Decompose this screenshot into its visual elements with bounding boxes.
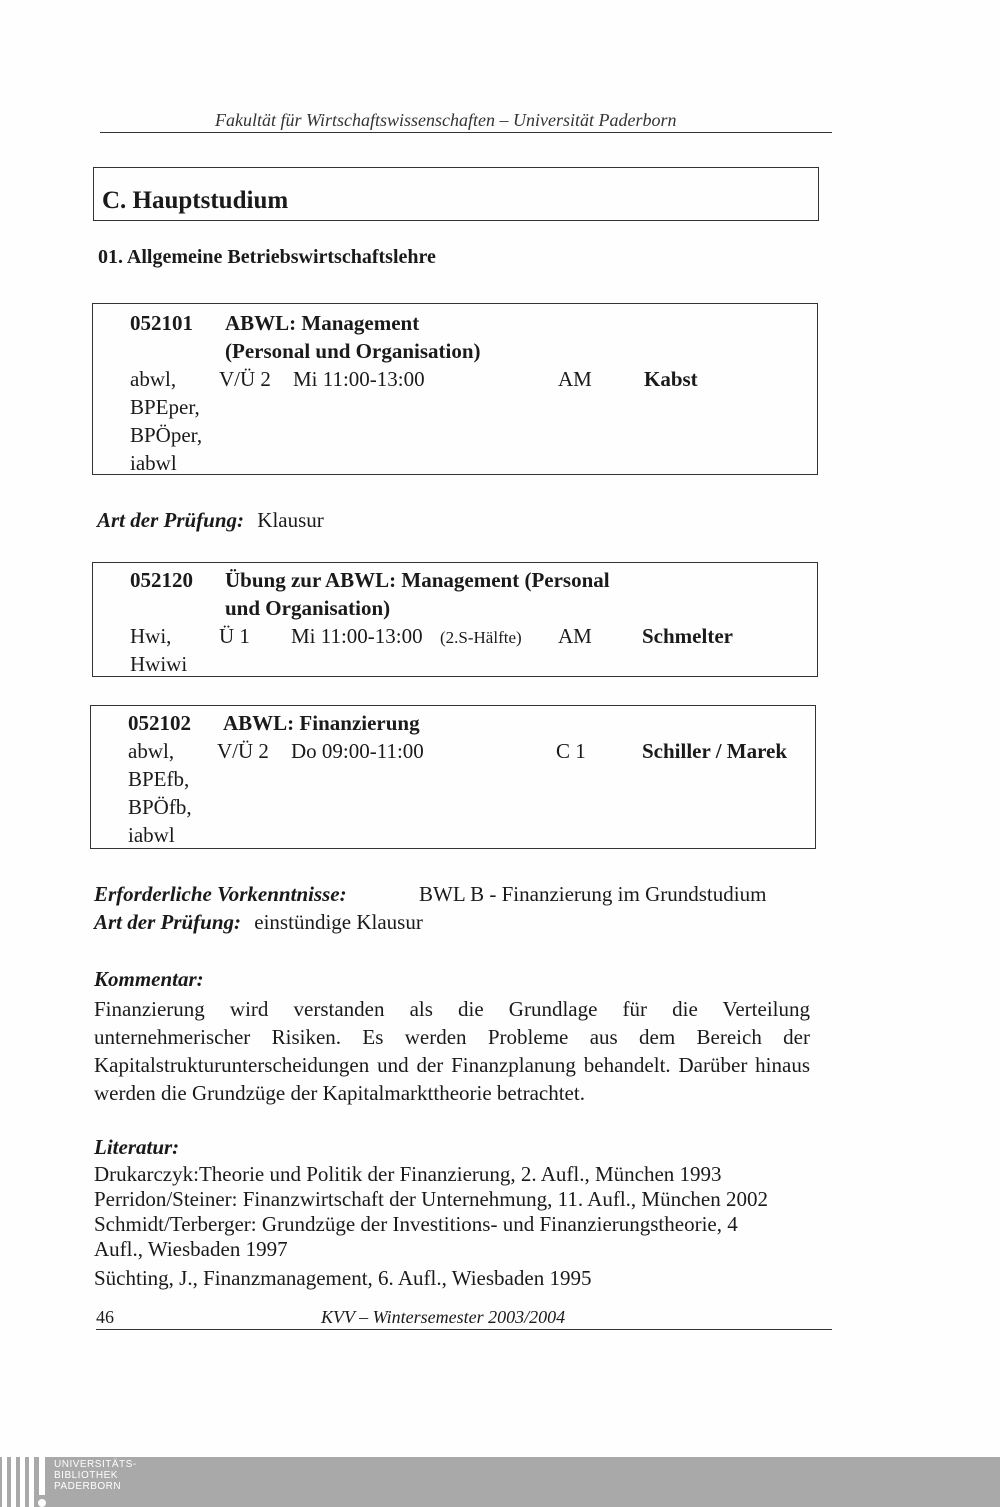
- exam-value: Klausur: [257, 508, 324, 532]
- library-name-line: BIBLIOTHEK: [54, 1470, 118, 1481]
- course-code: Hwi,: [130, 624, 172, 648]
- prereq-value: BWL B - Finanzierung im Grundstudium: [419, 882, 767, 906]
- course-code: abwl,: [130, 367, 177, 391]
- course-box-052101: [92, 303, 818, 475]
- comment-text: Finanzierung wird verstanden als die Grundlage für die Verteilung unternehmerischer Risiken. Es werden Probleme aus dem Bereich der Kapitalstrukturunterscheidungen und der Finanzplanung behandelt. Darüber hinaus werden die Grundzüge der Kapitalmarkttheorie betrachtet.: [94, 997, 810, 1105]
- course-time: Do 09:00-11:00: [291, 739, 424, 763]
- exam-info-1: [97, 506, 324, 534]
- library-bar: [0, 1457, 1000, 1507]
- course-code: BPEper,: [130, 395, 200, 419]
- page-number: 46: [96, 1307, 114, 1327]
- course-code: BPÖper,: [130, 423, 203, 447]
- course-number: 052101: [130, 311, 193, 335]
- page-footer: [96, 1305, 832, 1330]
- section-box: [93, 167, 819, 221]
- course-title: ABWL: Finanzierung: [223, 711, 420, 735]
- literature-item: Aufl., Wiesbaden 1997: [94, 1237, 288, 1261]
- prereq-info: [94, 880, 814, 908]
- course-title: Übung zur ABWL: Management (Personal: [225, 568, 610, 592]
- course-room: AM: [558, 367, 592, 391]
- course-type: Ü 1: [219, 624, 250, 648]
- course-code: iabwl: [130, 451, 177, 475]
- course-lecturer: Schmelter: [642, 624, 733, 648]
- literature-label: Literatur:: [94, 1135, 180, 1159]
- page-header: [100, 108, 832, 133]
- literature-item: Perridon/Steiner: Finanzwirtschaft der Unternehmung, 11. Aufl., München 2002: [94, 1187, 768, 1211]
- course-room: AM: [558, 624, 592, 648]
- course-code: iabwl: [128, 823, 175, 847]
- course-title-line2: und Organisation): [225, 596, 391, 620]
- literature-item: Drukarczyk:Theorie und Politik der Finanzierung, 2. Aufl., München 1993: [94, 1162, 722, 1186]
- course-title: ABWL: Management: [225, 311, 420, 335]
- comment-label: Kommentar:: [94, 967, 204, 991]
- exam-label: Art der Prüfung:: [94, 910, 242, 934]
- course-type: V/Ü 2: [217, 739, 269, 763]
- course-code: BPÖfb,: [128, 795, 192, 819]
- course-type: V/Ü 2: [219, 367, 271, 391]
- course-codes: [130, 622, 187, 678]
- course-lecturer: Kabst: [644, 367, 698, 391]
- library-name-line: PADERBORN: [54, 1481, 122, 1492]
- section-title: C. Hauptstudium: [102, 187, 289, 214]
- course-title-line2: (Personal und Organisation): [225, 339, 481, 363]
- exam-label: Art der Prüfung:: [97, 508, 245, 532]
- faculty-title: Fakultät für Wirtschaftswissenschaften – Universität Paderborn: [215, 110, 677, 130]
- course-codes: [128, 737, 192, 849]
- literature-item: Schmidt/Terberger: Grundzüge der Investitions- und Finanzierungstheorie, 4: [94, 1212, 738, 1236]
- prereq-label: Erforderliche Vorkenntnisse:: [94, 882, 347, 906]
- library-name: [54, 1459, 137, 1492]
- course-room: C 1: [556, 739, 586, 763]
- course-number: 052120: [130, 568, 193, 592]
- subsection-title: 01. Allgemeine Betriebswirtschaftslehre: [98, 246, 436, 268]
- course-codes: [130, 365, 202, 477]
- exam-info-2: [94, 908, 423, 936]
- course-code: Hwiwi: [130, 652, 188, 676]
- course-time: Mi 11:00-13:00: [293, 367, 425, 391]
- course-time: Mi 11:00-13:00: [291, 624, 423, 648]
- course-note: (2.S-Hälfte): [440, 628, 522, 647]
- course-box-052120: [92, 562, 818, 677]
- exam-value: einstündige Klausur: [254, 910, 423, 934]
- course-number: 052102: [128, 711, 191, 735]
- literature-item: Süchting, J., Finanzmanagement, 6. Aufl., Wiesbaden 1995: [94, 1266, 592, 1290]
- course-box-052102: [90, 705, 816, 849]
- library-name-line: UNIVERSITÄTS-: [54, 1459, 137, 1470]
- course-code: abwl,: [128, 739, 175, 763]
- course-lecturer: Schiller / Marek: [642, 739, 788, 763]
- course-code: BPEfb,: [128, 767, 190, 791]
- footer-title: KVV – Wintersemester 2003/2004: [321, 1307, 566, 1327]
